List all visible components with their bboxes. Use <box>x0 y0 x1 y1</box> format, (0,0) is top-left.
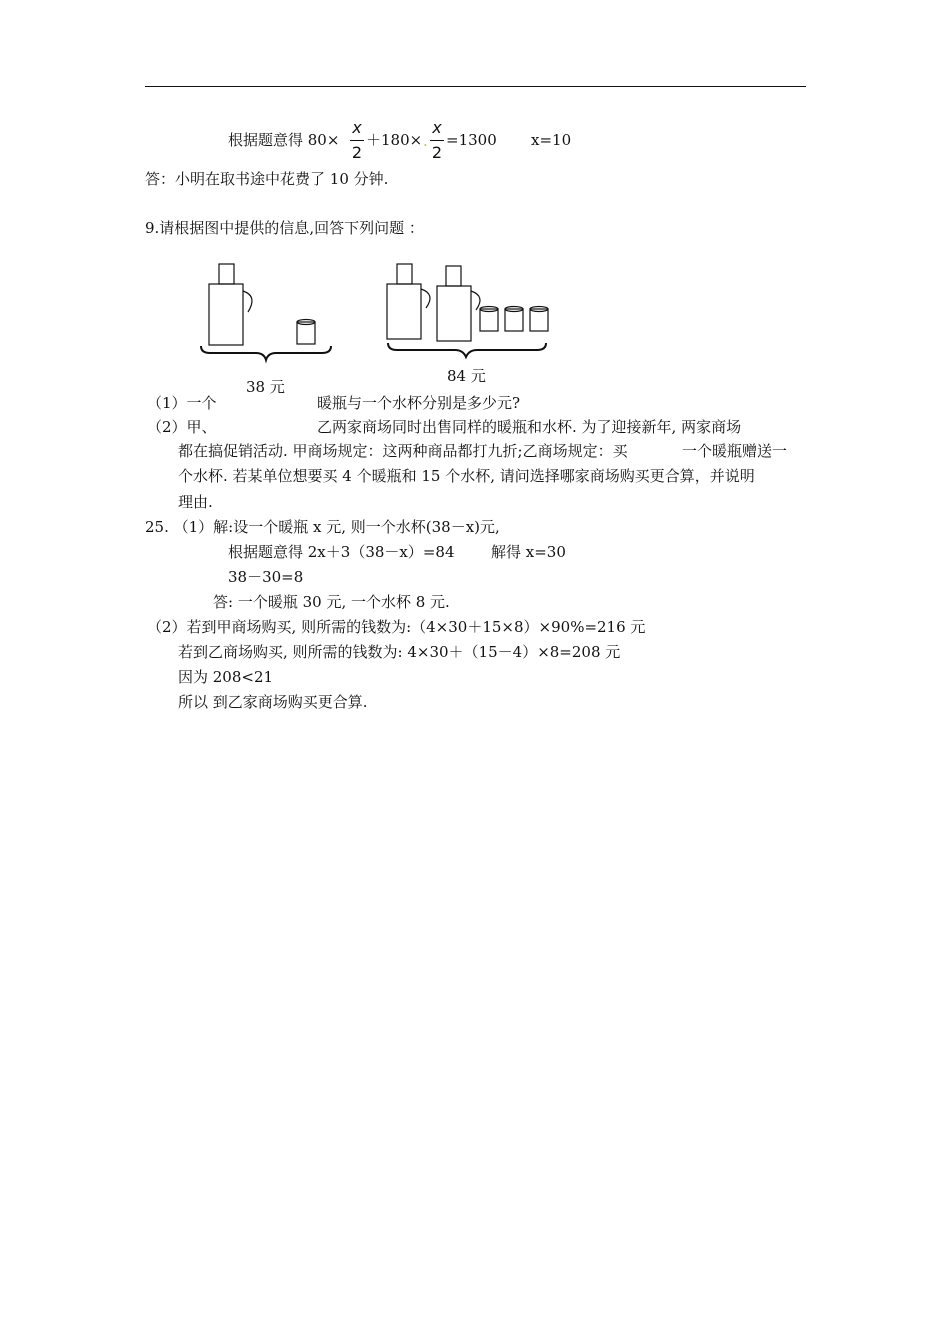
cup-icon <box>297 320 315 345</box>
right-brace <box>388 343 546 357</box>
part-2-line-2a: 都在搞促销活动. 甲商场规定：这两种商品都打九折;乙商场规定：买 <box>178 442 628 460</box>
left-brace <box>201 346 331 360</box>
equation-prefix: 根据题意得 80× <box>228 131 340 149</box>
solution-line-5: （2）若到甲商场购买, 则所需的钱数为:（4×30＋15×8）×90%=216 元 <box>147 618 646 636</box>
part-2-line-3: 个水杯. 若某单位想要买 4 个暖瓶和 15 个水杯, 请问选择哪家商场购买更合算，并说明 <box>178 467 755 485</box>
part-2-line-1: 乙两家商场同时出售同样的暖瓶和水杯. 为了迎接新年, 两家商场 <box>317 418 742 436</box>
part-1-label: （1）一个 <box>147 394 217 412</box>
thermos-body-icon <box>387 284 421 339</box>
thermos-handle-icon <box>421 289 430 308</box>
fraction-x-over-2-a: x 2 <box>351 118 363 162</box>
solution-line-4: 答: 一个暖瓶 30 元, 一个水杯 8 元. <box>213 593 450 611</box>
fraction-x-over-2-b: x 2 <box>431 118 443 162</box>
thermos-cap-icon <box>446 266 461 286</box>
thermos-body-icon <box>437 286 471 341</box>
thermos-cap-icon <box>219 264 234 284</box>
price-left-label: 38 元 <box>246 378 285 396</box>
part-2-line-2b: 一个暖瓶赠送一 <box>682 442 788 460</box>
part-2-line-4: 理由. <box>178 493 213 511</box>
equation-suffix: =1300 <box>446 131 497 149</box>
cup-icon <box>530 307 548 332</box>
thermos-handle-icon <box>243 291 252 312</box>
solution-line-2a: 根据题意得 2x＋3（38－x）=84 <box>228 543 455 561</box>
question-9-title: 9.请根据图中提供的信息,回答下列问题 ： <box>145 219 424 237</box>
equation-solution: x=10 <box>531 131 572 149</box>
solution-line-1: 25. （1）解:设一个暖瓶 x 元, 则一个水杯(38－x)元, <box>145 518 500 536</box>
solution-line-8: 所以 到乙家商场购买更合算. <box>178 693 368 711</box>
part-1-text: 暖瓶与一个水杯分别是多少元? <box>317 394 521 412</box>
price-right-label: 84 元 <box>447 367 486 385</box>
solution-line-2b: 解得 x=30 <box>491 543 566 561</box>
thermos-body-icon <box>209 284 243 345</box>
equation-mid: ＋180× <box>366 131 423 149</box>
solution-line-6: 若到乙商场购买, 则所需的钱数为: 4×30＋（15－4）×8=208 元 <box>178 643 621 661</box>
cup-icon <box>505 307 523 332</box>
part-2-label: （2）甲、 <box>147 418 217 436</box>
thermos-handle-icon <box>471 291 480 310</box>
answer-line: 答：小明在取书途中花费了 10 分钟. <box>145 170 389 188</box>
cup-icon <box>480 307 498 332</box>
solution-line-3: 38－30=8 <box>228 568 304 586</box>
solution-line-7: 因为 208<21 <box>178 668 274 686</box>
thermos-cap-icon <box>397 264 412 284</box>
equation-dot: . <box>423 132 428 150</box>
